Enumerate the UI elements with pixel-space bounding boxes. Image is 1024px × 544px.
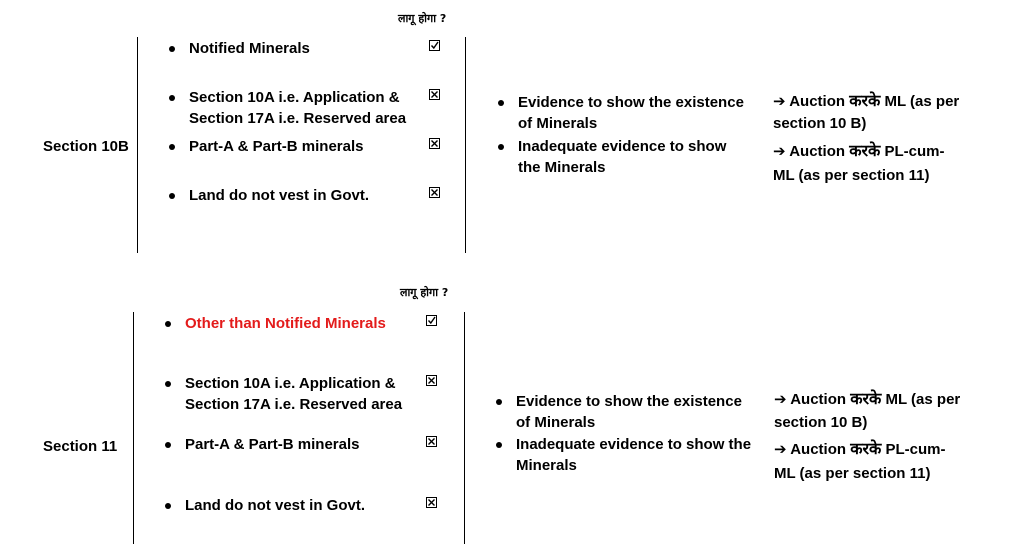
criterion-section-10a-line1: Section 10A i.e. Application & xyxy=(189,89,400,106)
evidence-inadequate-line2: Minerals xyxy=(516,457,577,474)
divider-right xyxy=(464,312,465,544)
outcome-auction-ml-line2: section 10 B) xyxy=(774,414,868,431)
arrow-right-icon: ➔ xyxy=(774,440,787,458)
cross-box-icon xyxy=(426,436,437,447)
outcome-auction-ml: ➔ Auction करके ML (as per xyxy=(773,91,960,110)
criterion-land-govt: Land do not vest in Govt. xyxy=(185,497,365,514)
divider-left xyxy=(137,37,138,253)
outcome-auction-ml-line2: section 10 B) xyxy=(773,115,867,132)
bullet xyxy=(165,442,171,448)
evidence-existence-line1: Evidence to show the existence xyxy=(516,393,742,410)
criterion-section-10a-line2: Section 17A i.e. Reserved area xyxy=(185,396,403,413)
bullet xyxy=(498,100,504,106)
divider-right xyxy=(465,37,466,253)
bullet xyxy=(165,381,171,387)
arrow-right-icon: ➔ xyxy=(774,390,787,408)
bullet xyxy=(496,442,502,448)
cross-box-icon xyxy=(429,138,440,149)
applicability-question: लागू होगा ? xyxy=(400,286,449,299)
criterion-other-than-notified: Other than Notified Minerals xyxy=(185,315,386,332)
criterion-part-a-b: Part-A & Part-B minerals xyxy=(189,138,364,155)
cross-box-icon xyxy=(426,375,437,386)
bullet xyxy=(165,503,171,509)
criterion-section-10a-line2: Section 17A i.e. Reserved area xyxy=(189,110,407,127)
bullet xyxy=(169,144,175,150)
criterion-part-a-b: Part-A & Part-B minerals xyxy=(185,436,360,453)
arrow-right-icon: ➔ xyxy=(773,142,786,160)
criterion-notified-minerals: Notified Minerals xyxy=(189,40,310,57)
check-icon xyxy=(426,315,437,326)
evidence-inadequate-line1: Inadequate evidence to show xyxy=(518,138,727,155)
outcome-auction-ml: ➔ Auction करके ML (as per xyxy=(774,389,961,408)
bullet xyxy=(496,399,502,405)
outcome-auction-pl: ➔ Auction करके PL-cum- xyxy=(773,141,945,160)
bullet xyxy=(169,193,175,199)
bullet xyxy=(169,95,175,101)
bullet xyxy=(169,46,175,52)
evidence-existence-line2: of Minerals xyxy=(518,115,598,132)
criterion-land-govt: Land do not vest in Govt. xyxy=(189,187,369,204)
bullet xyxy=(498,144,504,150)
section-label: Section 11 xyxy=(43,438,118,455)
criterion-section-10a-line1: Section 10A i.e. Application & xyxy=(185,375,396,392)
evidence-existence-line2: of Minerals xyxy=(516,414,596,431)
evidence-inadequate-line2: the Minerals xyxy=(518,159,606,176)
outcome-auction-pl-line2: ML (as per section 11) xyxy=(773,167,930,184)
arrow-right-icon: ➔ xyxy=(773,92,786,110)
evidence-inadequate-line1: Inadequate evidence to show the xyxy=(516,436,752,453)
check-icon xyxy=(429,40,440,51)
bullet xyxy=(165,321,171,327)
cross-box-icon xyxy=(429,89,440,100)
section-label: Section 10B xyxy=(43,138,129,155)
applicability-question: लागू होगा ? xyxy=(398,12,447,25)
divider-left xyxy=(133,312,134,544)
cross-box-icon xyxy=(429,187,440,198)
outcome-auction-pl-line2: ML (as per section 11) xyxy=(774,465,931,482)
cross-box-icon xyxy=(426,497,437,508)
outcome-auction-pl: ➔ Auction करके PL-cum- xyxy=(774,439,946,458)
evidence-existence-line1: Evidence to show the existence xyxy=(518,94,744,111)
